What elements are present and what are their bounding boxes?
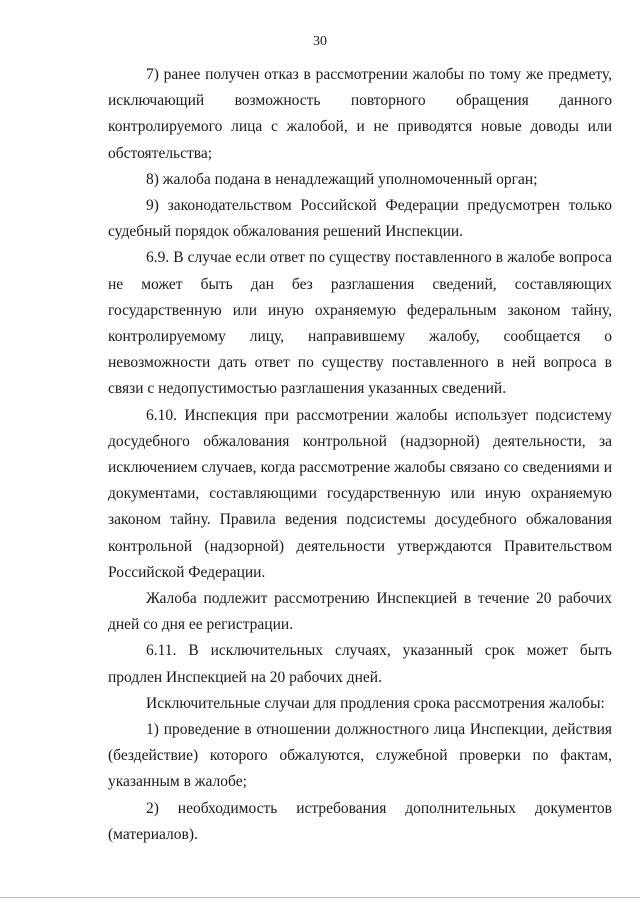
paragraph-6-9: 6.9. В случае если ответ по существу поставленного в жалобе вопроса не может быть дан без разглашения сведений, составляющих государственную или иную охраняемую федеральным законом тайну, контролируемому лицу, направившему жалобу, сообщается о невозможности дать ответ по существу поставленного в ней вопроса в связи с недопустимостью разглашения указанных сведений.	[108, 249, 612, 398]
paragraph-item-9: 9) законодательством Российской Федерации предусмотрен только судебный порядок обжалования решений Инспекции.	[108, 197, 612, 241]
page-number: 30	[313, 34, 327, 49]
paragraph-exceptional-case-1: 1) проведение в отношении должностного лица Инспекции, действия (бездействие) которого обжалуются, служебной проверки по фактам, указанным в жалобе;	[108, 721, 612, 791]
document-body	[108, 62, 612, 848]
paragraph-item-7: 7) ранее получен отказ в рассмотрении жалобы по тому же предмету, исключающий возможность повторного обращения данного контролируемого лица с жалобой, и не приводятся новые доводы или обстоятельства;	[108, 66, 612, 162]
paragraph-6-10: 6.10. Инспекция при рассмотрении жалобы использует подсистему досудебного обжалования контрольной (надзорной) деятельности, за исключением случаев, когда рассмотрение жалобы связано со сведениями и документами, составляющими государственную или иную охраняемую законом тайну. Правила ведения подсистемы досудебного обжалования контрольной (надзорной) деятельности утверждаются Правительством Российской Федерации.	[108, 406, 612, 581]
paragraph-exceptional-case-2: 2) необходимость истребования дополнительных документов (материалов).	[108, 799, 612, 843]
paragraph-item-8: 8) жалоба подана в ненадлежащий уполномоченный орган;	[146, 170, 538, 188]
paragraph-6-11: 6.11. В исключительных случаях, указанный срок может быть продлен Инспекцией на 20 рабочих дней.	[108, 642, 612, 686]
footer-rule	[0, 897, 640, 898]
paragraph-exceptional-cases-heading: Исключительные случаи для продления срока рассмотрения жалобы:	[146, 694, 605, 712]
paragraph-review-term: Жалоба подлежит рассмотрению Инспекцией в течение 20 рабочих дней со дня ее регистрации.	[108, 590, 612, 634]
